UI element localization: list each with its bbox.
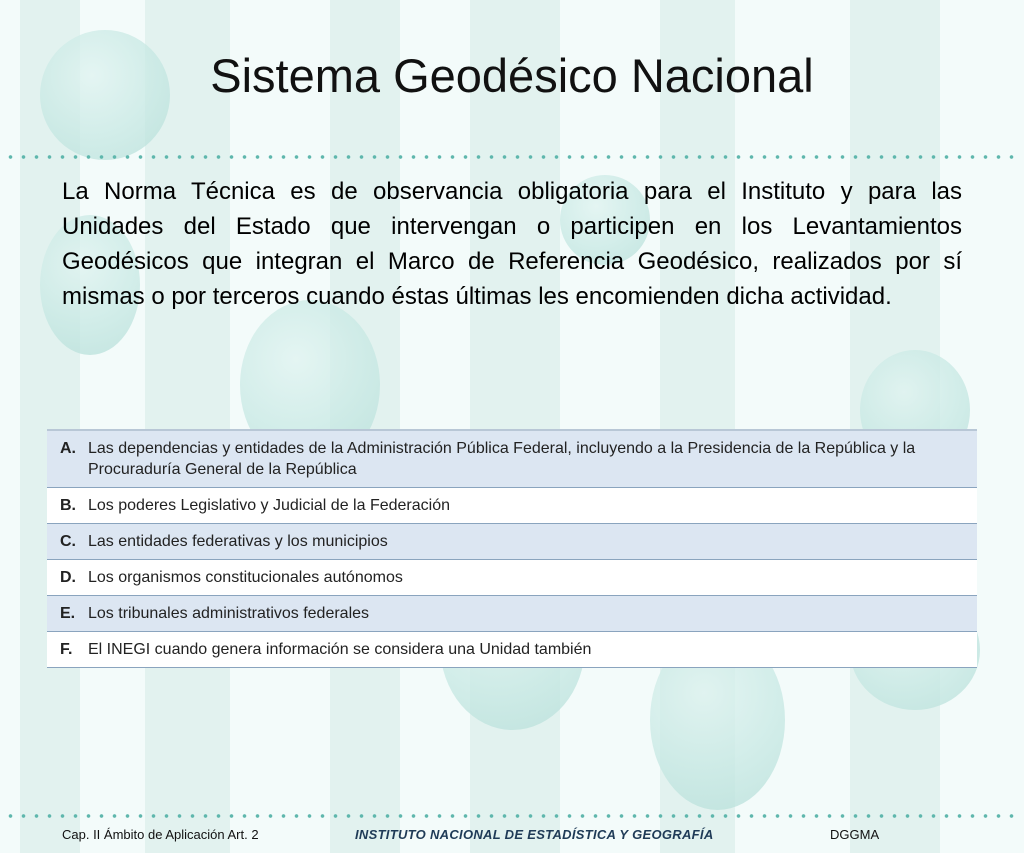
table-row [47,488,977,524]
table-row [47,596,977,632]
footer-department: DGGMA [830,827,880,842]
row-letter: A. [60,440,76,457]
row-text: Los organismos constitucionales autónomos [88,569,403,586]
row-letter: D. [60,569,76,586]
row-text: Las dependencias y entidades de la Administración Pública Federal, incluyendo a la Presidencia de la República y la Procuraduría General de la República [88,440,916,478]
body-paragraph: La Norma Técnica es de observancia obligatoria para el Instituto y para las Unidades del Estado que intervengan o participen en los Levantamientos Geodésicos que integran el Marco de Referencia Geodésico, realizados por sí mismas o por terceros cuando éstas últimas les encomienden dicha actividad. [62,178,962,310]
footer-institute-name: INSTITUTO NACIONAL DE ESTADÍSTICA Y GEOGRAFÍA [355,827,714,842]
table-row [47,430,977,488]
footer-chapter-reference: Cap. II Ámbito de Aplicación Art. 2 [62,827,259,842]
row-letter: B. [60,497,76,514]
table-row [47,524,977,560]
row-letter: F. [60,641,73,658]
row-letter: E. [60,605,76,622]
row-letter: C. [60,533,76,550]
row-text: Las entidades federativas y los municipios [88,533,388,550]
table-row [47,632,977,668]
row-text: Los poderes Legislativo y Judicial de la Federación [88,497,450,514]
entities-table [47,429,977,668]
dotted-divider-bottom [4,813,1020,819]
slide-title: Sistema Geodésico Nacional [210,49,814,102]
row-text: Los tribunales administrativos federales [88,605,370,622]
row-text: El INEGI cuando genera información se considera una Unidad también [88,641,592,658]
table-row [47,560,977,596]
dotted-divider-top [4,154,1020,160]
